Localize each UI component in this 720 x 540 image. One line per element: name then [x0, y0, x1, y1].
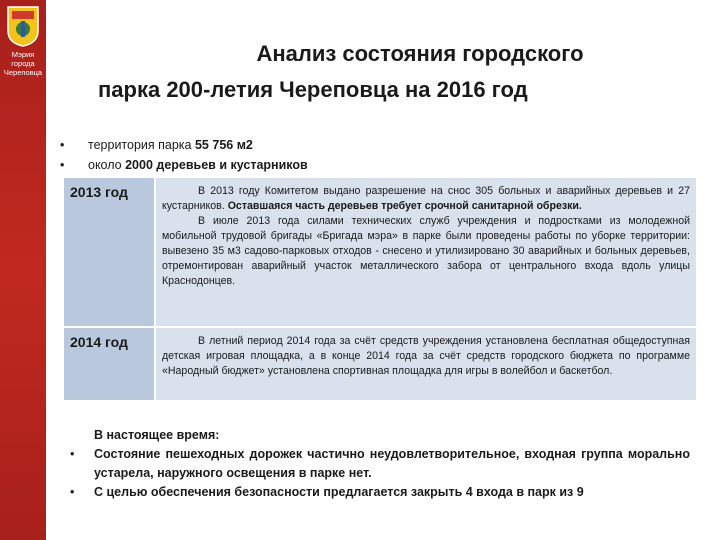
paragraph-bold-text: Оставшаяся часть деревьев требует срочной санитарной обрезки. — [227, 200, 582, 212]
description-cell — [156, 178, 696, 326]
org-label-line-3: Череповца — [3, 68, 43, 77]
description-cell — [156, 328, 696, 400]
section-intro — [70, 426, 690, 445]
org-label — [1, 50, 45, 77]
list-item-text: С целью обеспечения безопасности предлагается закрыть 4 входа в парк из 9 — [94, 485, 584, 499]
list-item — [70, 445, 690, 483]
fact-item — [60, 135, 660, 155]
fact-value: 2000 деревьев и кустарников — [125, 158, 308, 172]
fact-prefix: около — [88, 158, 126, 172]
list-item-text: Состояние пешеходных дорожек частично неудовлетворительное, входная группа морально устарела, наружного освещения в парке нет. — [94, 447, 690, 480]
table-row — [64, 178, 696, 328]
fact-item — [60, 155, 660, 175]
paragraph-text: В 2013 году Комитетом выдано разрешение на снос 305 больных и аварийных деревьев и 27 кустарников. — [162, 185, 690, 212]
history-table — [64, 178, 696, 402]
title-line-2: парка 200-летия Череповца на 2016 год — [98, 77, 528, 102]
paragraph: В летний период 2014 года за счёт средств учреждения установлена бесплатная общедоступная детская игровая площадка, а в конце 2014 года за счёт средств городского бюджета по программе «Народный бюджет» установлена спортивная площадка для игры в волейбол и баскетбол. — [162, 335, 690, 377]
sidebar — [0, 0, 46, 540]
current-state-section — [70, 426, 690, 502]
fact-prefix: территория парка — [88, 138, 195, 152]
table-row — [64, 328, 696, 402]
city-crest-icon — [6, 5, 40, 47]
paragraph: В июле 2013 года силами технических служб учреждения и подростками из молодежной мобильной трудовой бригады «Бригада мэра» в парке были проведены работы по уборке территории: вывезено 35 м3 садово-парковых отходов - снесено и утилизировано 30 аварийных и больных деревьев, отремонтирован аварийный участок металлического забора от центрального входа вдоль улицы Краснодонцев. — [162, 215, 690, 287]
list-item — [70, 483, 690, 502]
year-cell: 2014 год — [64, 328, 156, 400]
org-label-line-1: Мэрия — [11, 50, 35, 59]
org-label-line-2: города — [11, 59, 35, 68]
page-title — [80, 36, 680, 108]
paragraph — [162, 184, 690, 214]
facts-list — [60, 135, 660, 175]
title-line-1: Анализ состояния городского — [256, 41, 584, 66]
fact-value: 55 756 м2 — [194, 138, 253, 152]
section-intro-text: В настоящее время: — [94, 428, 220, 442]
year-cell: 2013 год — [64, 178, 156, 326]
